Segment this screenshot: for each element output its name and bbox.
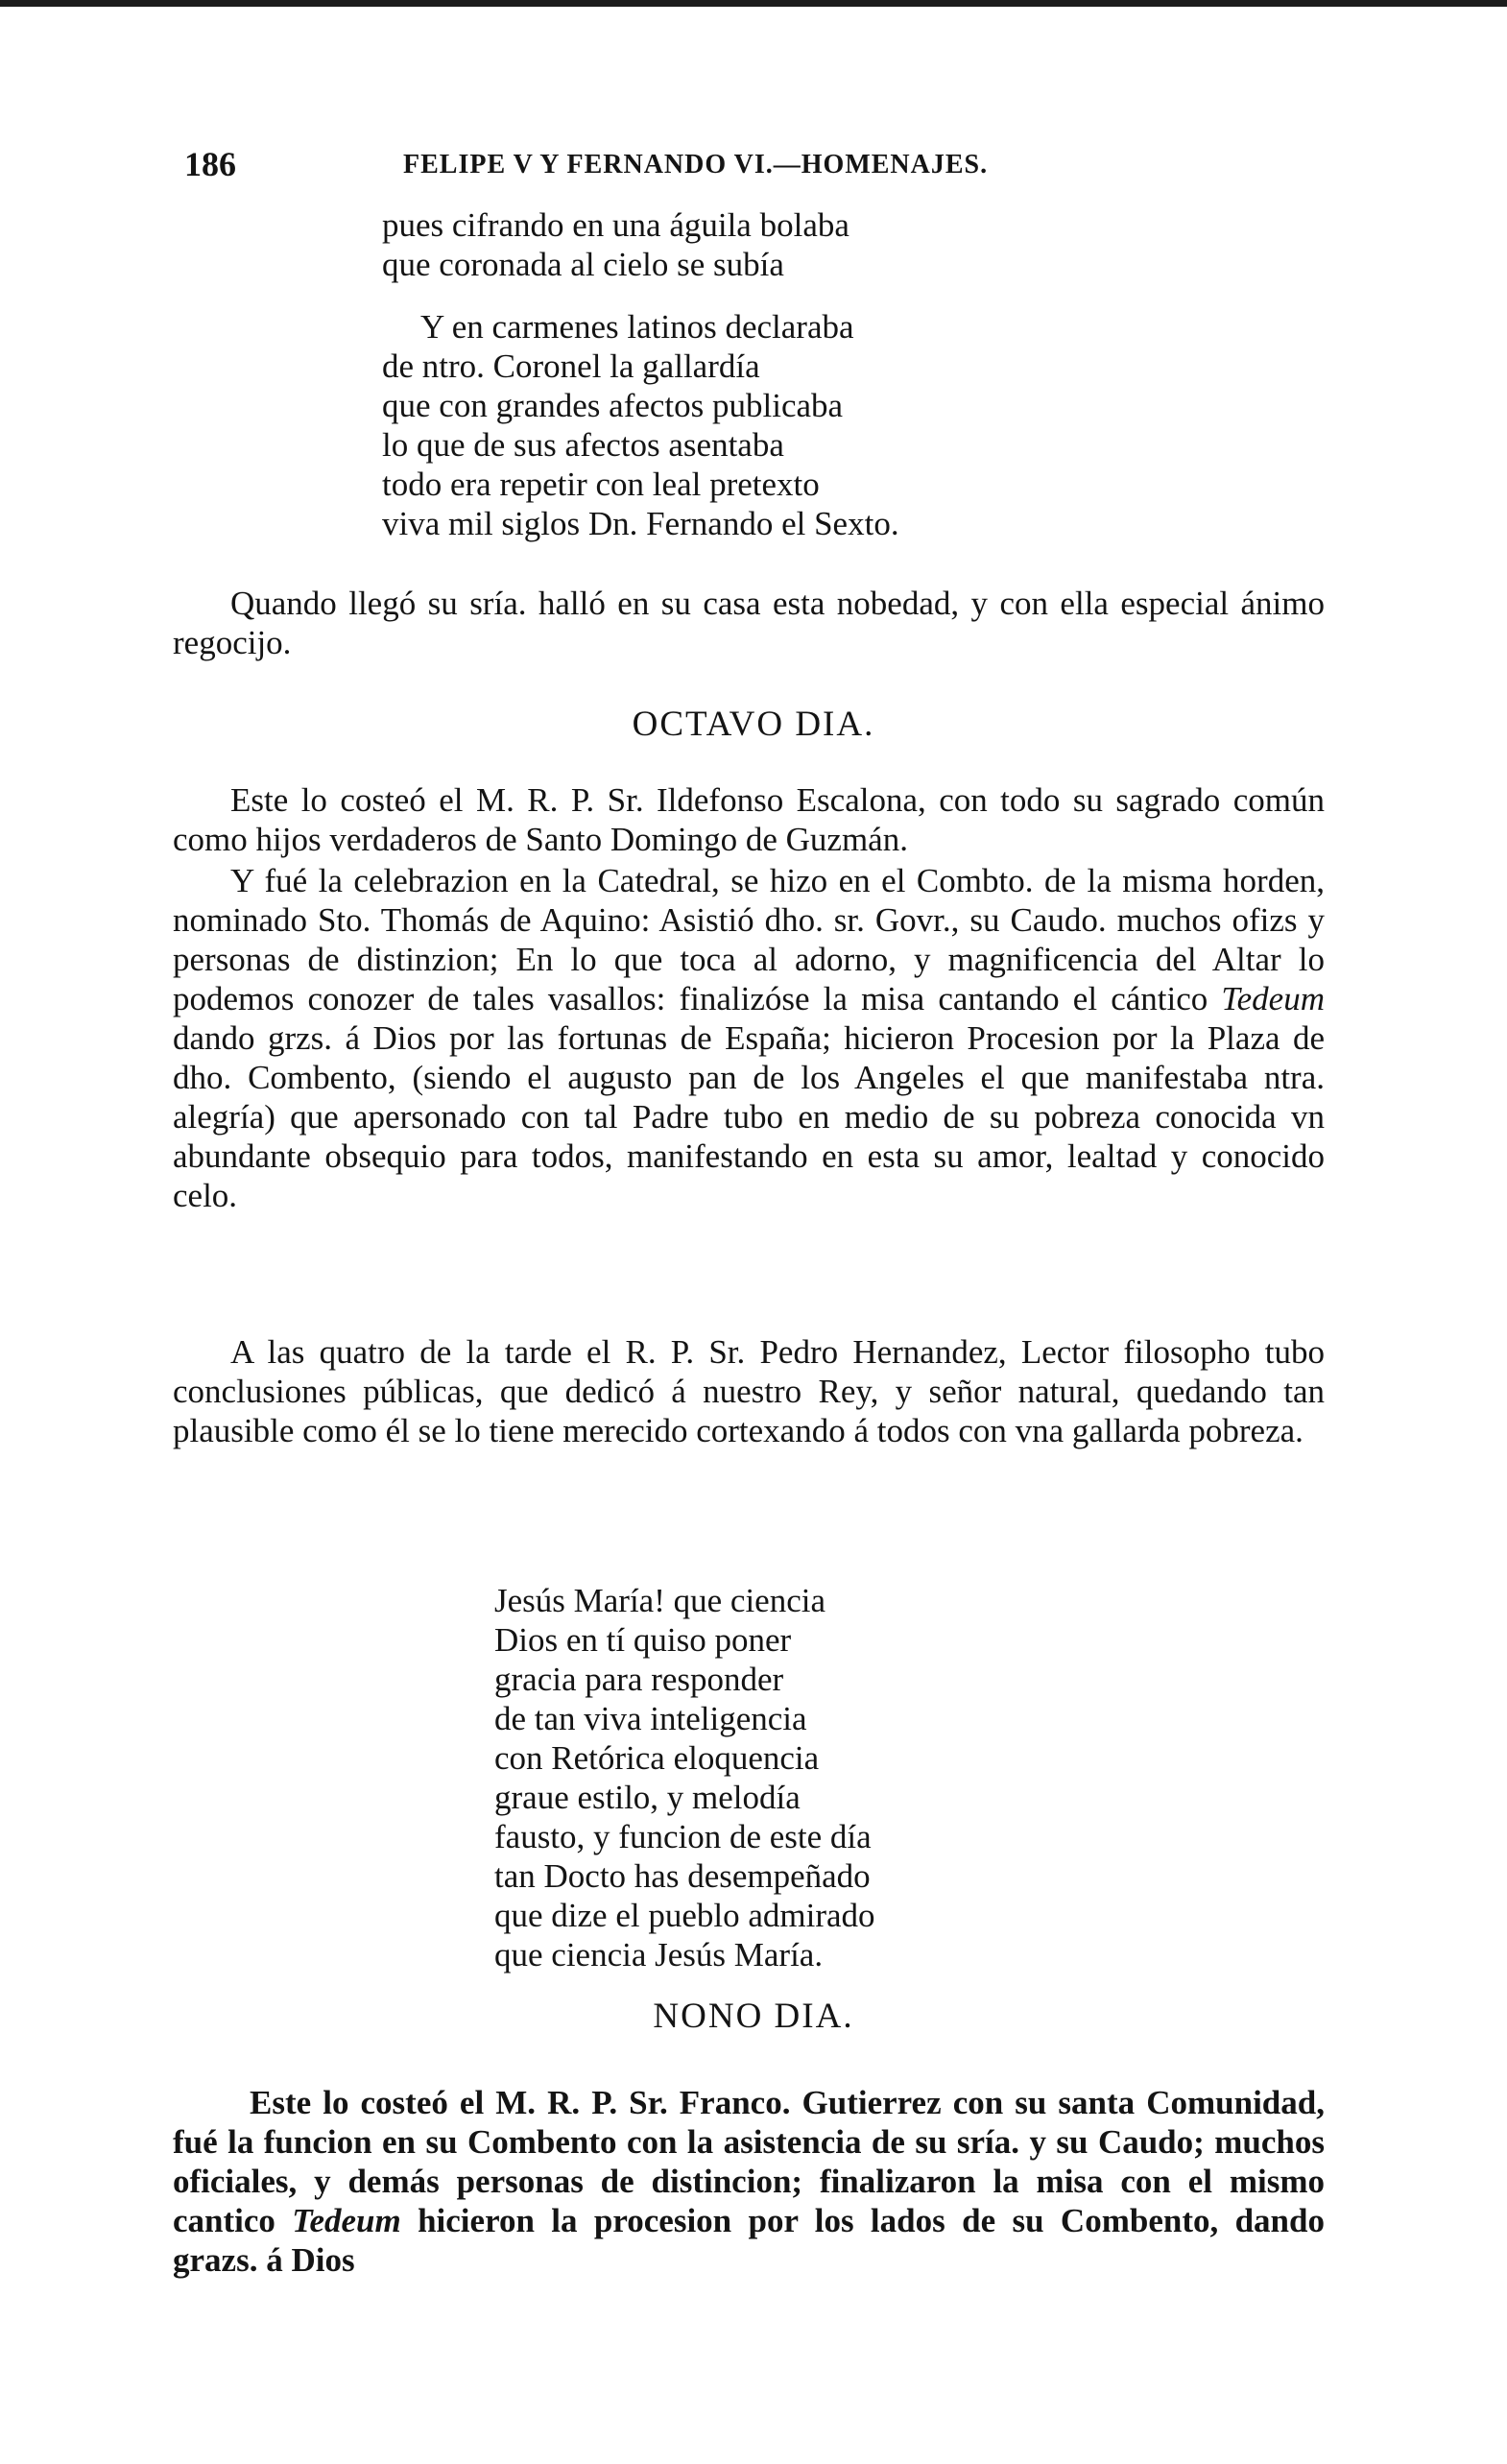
running-title: FELIPE V Y FERNANDO VI.—HOMENAJES.: [403, 150, 989, 179]
paragraph-conclusions: A las quatro de la tarde el R. P. Sr. Pedro Hernandez, Lector filosopho tubo conclusiones públicas, que dedicó á nuestro Rey, y señor natural, quedando tan plausible como él se lo tiene merecido cortexando á todos con vna gallarda pobreza.: [173, 1333, 1325, 1449]
verse-line: todo era repetir con leal pretexto: [382, 466, 820, 503]
top-rule: [0, 0, 1507, 7]
paragraph-text: Y fué la celebrazion en la Catedral, se hizo en el Combto. de la misma horden, nominado Sto. Thomás de Aquino: Asistió dho. sr. Govr., su Caudo. muchos ofizs y personas de distinzion; En lo que toca al adorno, y magnificencia del Altar lo podemos conozer de tales vasallos: finalizóse la misa cantando el cántico: [173, 862, 1325, 1017]
page-header: [0, 144, 1507, 182]
verse-line: lo que de sus afectos asentaba: [382, 426, 784, 464]
paragraph-text: hicieron la procesion por los lados de su Combento, dando grazs. á Dios: [173, 2202, 1325, 2279]
italic-term: Tedeum: [292, 2202, 401, 2239]
verse-line: fausto, y funcion de este día: [494, 1818, 872, 1855]
verse-line: viva mil siglos Dn. Fernando el Sexto.: [382, 505, 899, 542]
paragraph-arrival: Quando llegó su sría. halló en su casa esta nobedad, y con ella especial ánimo regocijo.: [173, 585, 1325, 661]
paragraph-text: Este lo costeó el M. R. P. Sr. Franco. Gutierrez con su santa Comunidad, fué la funcion en su Combento con la asistencia de su sría. y su Caudo; muchos oficiales, y demás personas de distincion; finalizaron la misa con el mismo cantico: [173, 2084, 1325, 2239]
paragraph-text: dando grzs. á Dios por las fortunas de España; hicieron Procesion por la Plaza de dho. Combento, (siendo el augusto pan de los Angeles el que manifestaba ntra. alegría) que apersonado con tal Padre tubo en medio de su pobreza conocida vn abundante obsequio para todos, manifestando en esta su amor, lealtad y conocido celo.: [173, 1019, 1325, 1214]
verse-line: tan Docto has desempeñado: [494, 1857, 871, 1895]
verse-line: Y en carmenes latinos declaraba: [420, 308, 854, 346]
italic-term: Tedeum: [1221, 980, 1325, 1017]
verse-line: pues cifrando en una águila bolaba: [382, 206, 849, 244]
paragraph-octavo-celebration: [173, 861, 1325, 1215]
verse-line: que coronada al cielo se subía: [382, 246, 784, 283]
verse-line: con Retórica eloquencia: [494, 1739, 820, 1777]
verse-stanza-2: [382, 307, 899, 543]
verse-line: que con grandes afectos publicaba: [382, 387, 844, 424]
verse-line: que dize el pueblo admirado: [494, 1897, 875, 1934]
verse-line: graue estilo, y melodía: [494, 1779, 801, 1816]
page-number: 186: [184, 145, 236, 183]
verse-stanza-3: [494, 1581, 875, 1974]
section-heading-octavo-dia: OCTAVO DIA.: [632, 705, 875, 744]
verse-line: Dios en tí quiso poner: [494, 1621, 792, 1659]
section-heading-nono-dia: NONO DIA.: [653, 1997, 854, 2036]
verse-line: de ntro. Coronel la gallardía: [382, 347, 760, 385]
verse-line: Jesús María! que ciencia: [494, 1582, 825, 1619]
paragraph-octavo-sponsor: Este lo costeó el M. R. P. Sr. Ildefonso Escalona, con todo su sagrado común como hijos verdaderos de Santo Domingo de Guzmán.: [173, 781, 1325, 858]
verse-line: gracia para responder: [494, 1661, 784, 1698]
verse-line: que ciencia Jesús María.: [494, 1936, 824, 1974]
paragraph-nono-sponsor: [173, 2083, 1325, 2280]
verse-stanza-1: [382, 205, 849, 284]
verse-line: de tan viva inteligencia: [494, 1700, 807, 1737]
